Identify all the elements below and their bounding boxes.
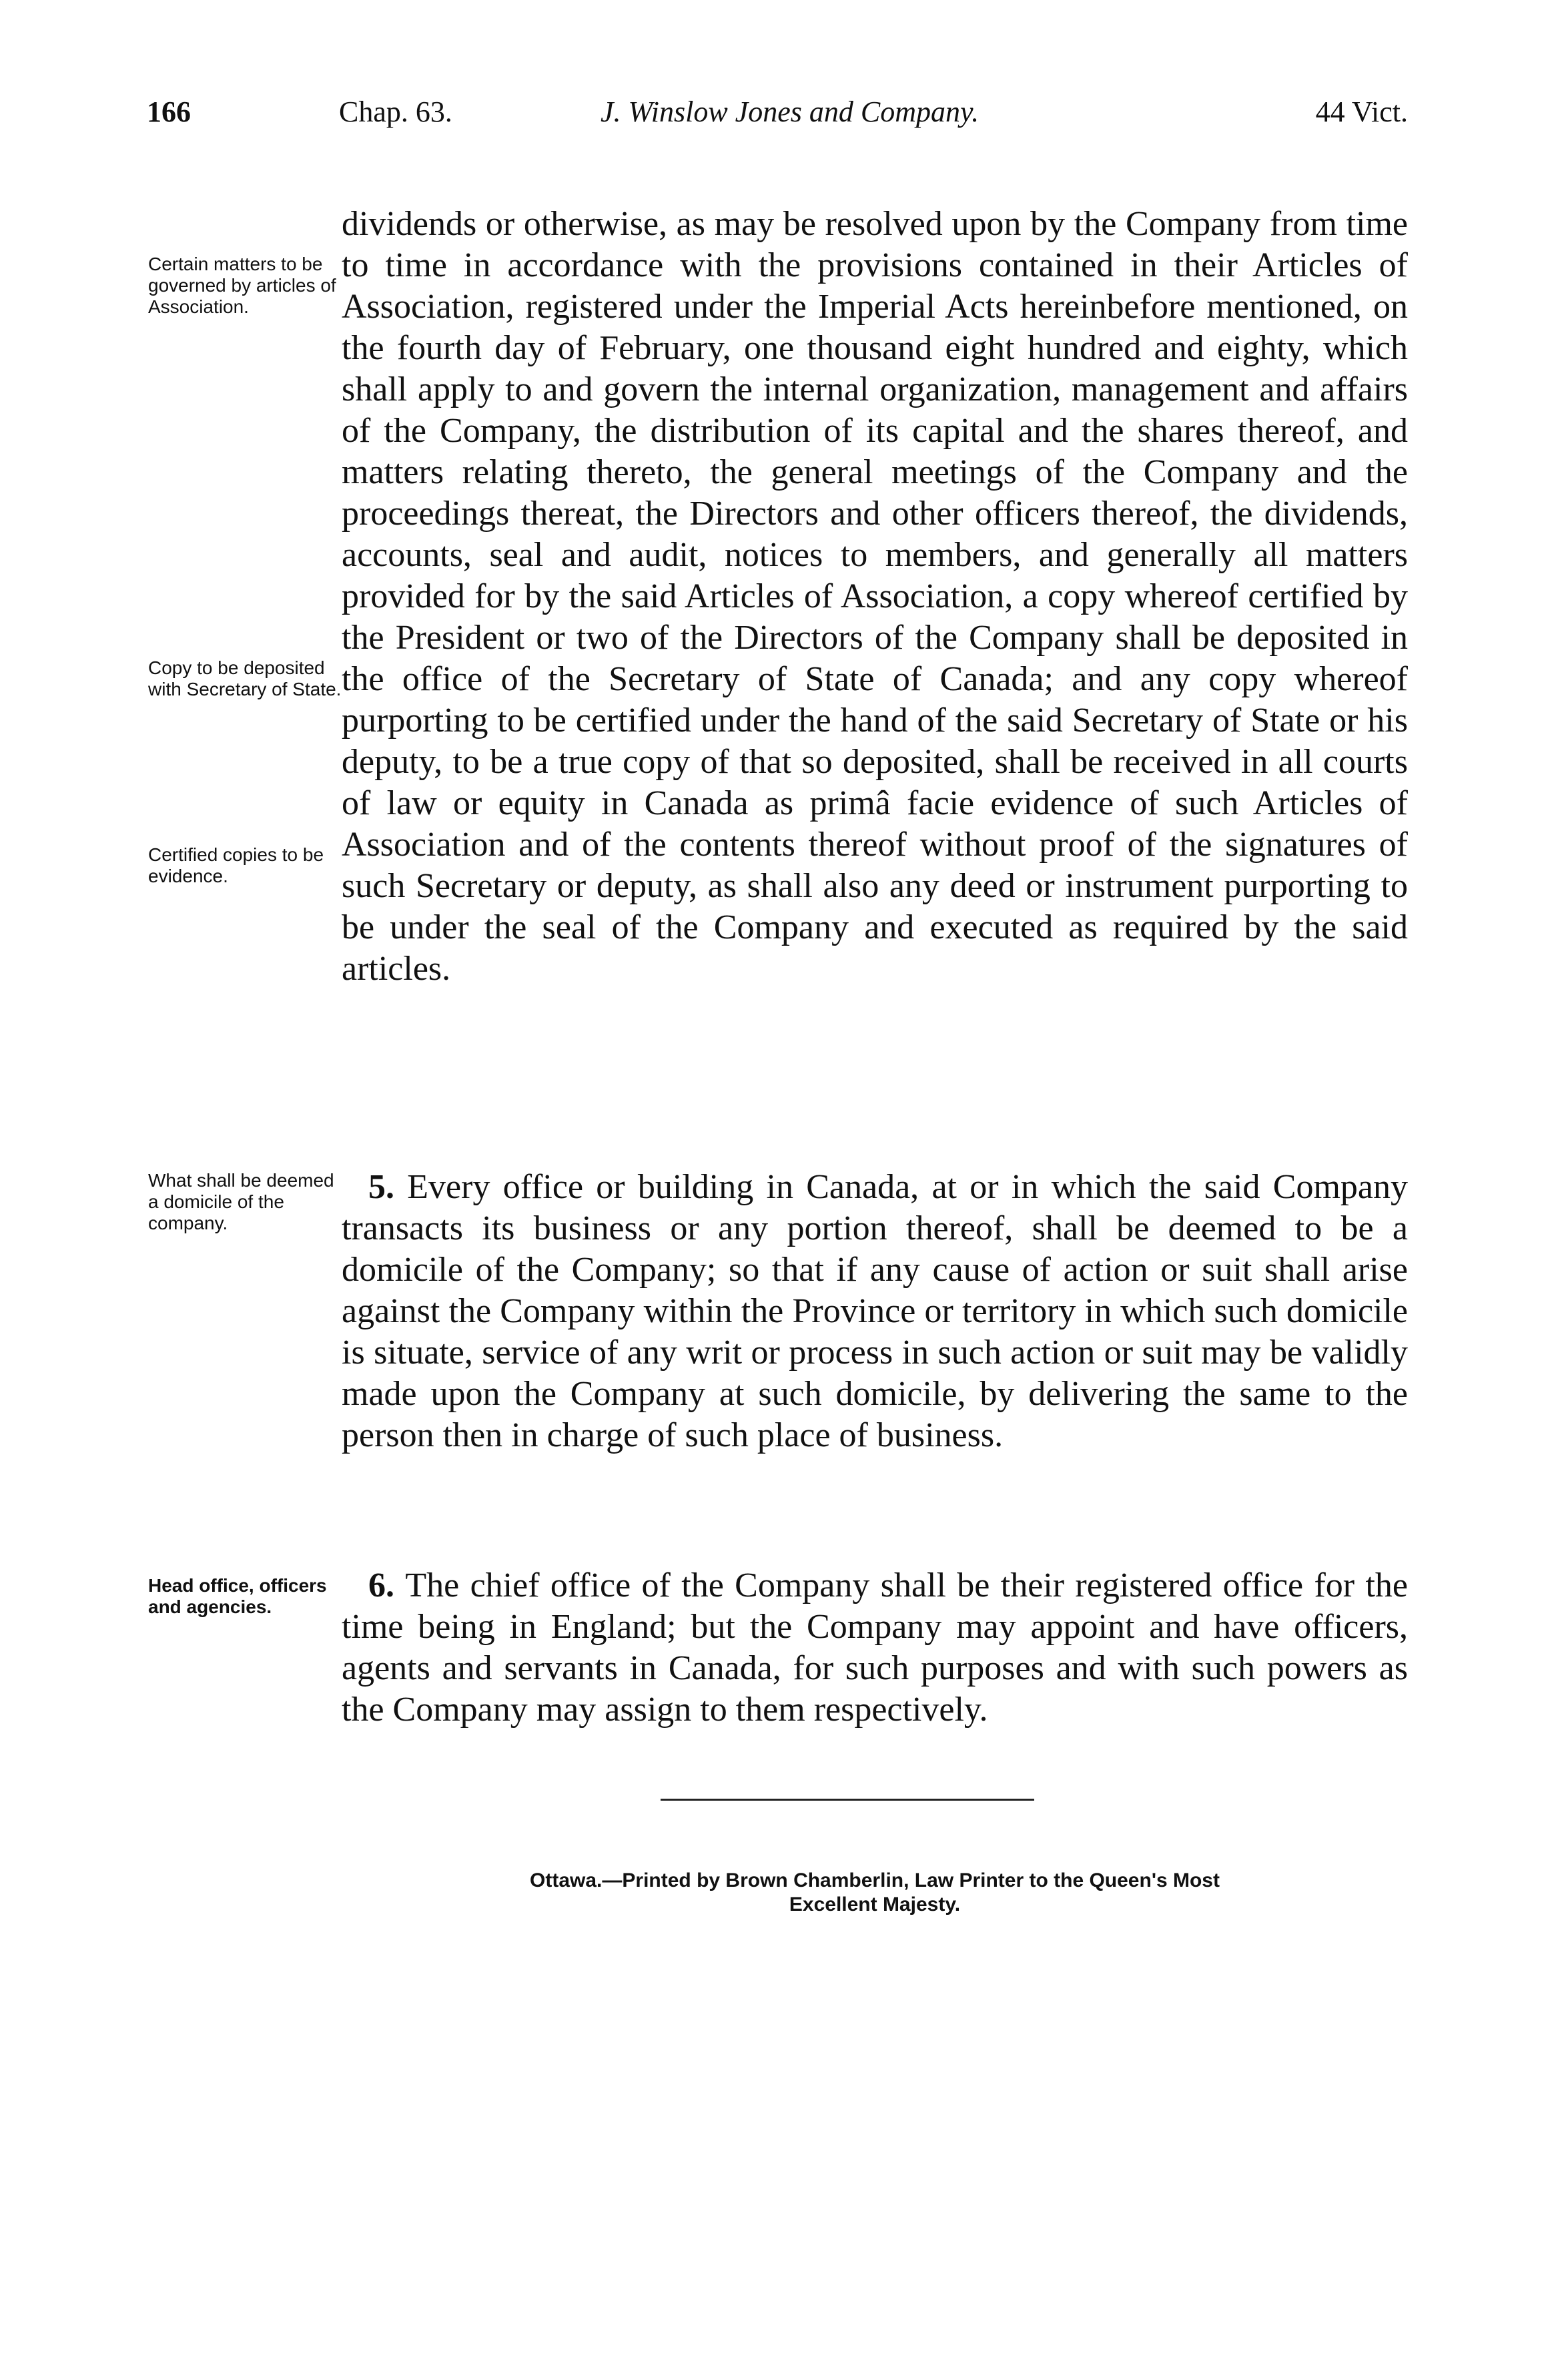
marginal-note-domicile: What shall be deemed a domicile of the company.: [148, 1170, 334, 1233]
section-5: [342, 1167, 1408, 1456]
marginal-note-head-office: Head office, officers and agencies.: [148, 1575, 327, 1617]
imprint-line-2: Excellent Majesty.: [789, 1893, 961, 1915]
imprint-line-1: Ottawa.—Printed by Brown Chamberlin, Law Printer to the Queen's Most: [530, 1869, 1220, 1891]
closing-rule: [661, 1799, 1034, 1801]
marginal-note-certified-copies: Certified copies to be evidence.: [148, 844, 324, 886]
page-number: 166: [147, 95, 191, 128]
chapter-label: Chap. 63.: [339, 95, 452, 128]
section-5-number: 5.: [368, 1168, 394, 1206]
section-6-paragraph: [342, 1565, 1408, 1731]
section-6-text: The chief office of the Company shall be their registered office for the time being in England; but the Company may appoint and have officers, agents and servants in Canada, for such purposes and with such powers as the Company may assign to them respectively.: [342, 1566, 1409, 1729]
printer-imprint: [342, 1869, 1408, 1917]
section-6-number: 6.: [368, 1566, 394, 1604]
regnal-year: 44 Vict.: [1315, 95, 1408, 128]
section-5-paragraph: [342, 1167, 1408, 1456]
section-6: [342, 1565, 1408, 1731]
running-header: [147, 85, 1408, 139]
section-5-text: Every office or building in Canada, at or in which the said Company transacts its business or any portion thereof, shall be deemed to be a domicile of the Company; so that if any cause of action or suit shall arise against the Company within the Province or territory in which such domicile is situate, service of any writ or process in such action or suit may be validly made upon the Company at such domicile, by delivering the same to the person then in charge of such place of business.: [342, 1168, 1408, 1454]
section-4-text: dividends or otherwise, as may be resolved upon by the Company from time to time in accordance with the provisions contained in their Articles of Association, registered under the Imperial Acts hereinbefore mentioned, on the fourth day of February, one thousand eight hundred and eighty, which shall apply to and govern the internal organization, management and affairs of the Company, the distribution of its capital and the shares thereof, and matters relating thereto, the general meetings of the Company and the proceedings thereat, the Directors and other officers thereof, the dividends, accounts, seal and audit, notices to members, and generally all matters provided for by the said Articles of Association, a copy whereof certified by the President or two of the Directors of the Company shall be deposited in the office of the Secretary of State of Canada; and any copy whereof purporting to be certified under the hand of the said Secretary of State or his deputy, to be a true copy of that so deposited, shall be received in all courts of law or equity in Canada as primâ facie evidence of such Articles of Association and of the contents thereof without proof of the signatures of such Secretary or deputy, as shall also any deed or instrument purporting to be under the seal of the Company and executed as required by the said articles.: [342, 205, 1408, 988]
running-title: J. Winslow Jones and Company.: [601, 95, 980, 128]
section-4-continuation: [342, 204, 1408, 990]
marginal-note-certain-matters: Certain matters to be governed by articles of Association.: [148, 254, 336, 317]
marginal-note-copy-deposited: Copy to be deposited with Secretary of State.: [148, 657, 342, 699]
